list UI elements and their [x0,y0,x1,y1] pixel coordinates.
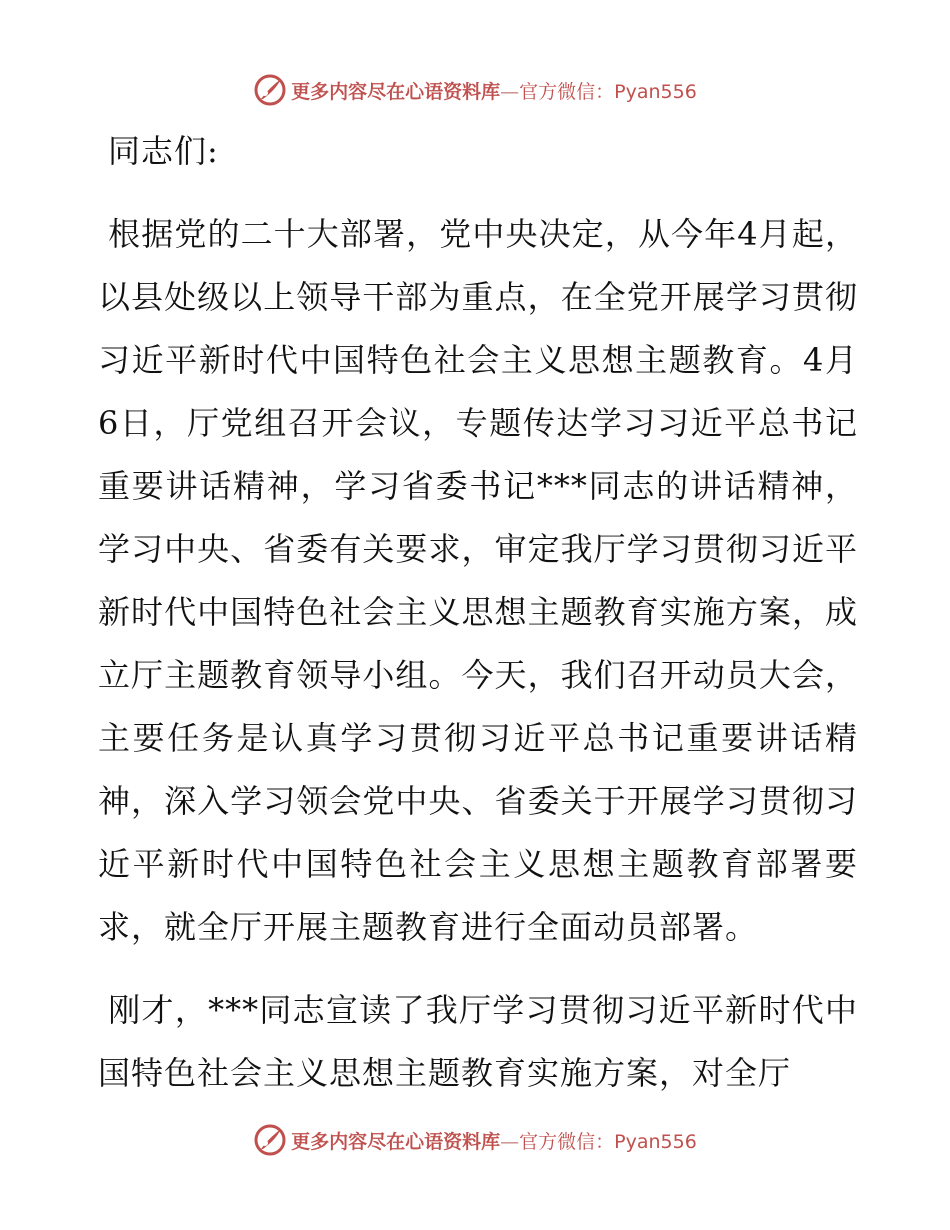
quill-logo-icon [253,73,287,107]
paragraph-text: 刚才，***同志宣读了我厅学习贯彻习近平新时代中国特色社会主义思想主题教育实施方案，对全厅 [98,991,858,1092]
footer-watermark [0,1120,950,1160]
watermark-text [291,77,697,104]
watermark-wechat: 官方微信：Pyan556 [519,80,697,103]
paragraph-text: 根据党的二十大部署，党中央决定，从今年4月起，以县处级以上领导干部为重点，在全党开展学习贯彻习近平新时代中国特色社会主义思想主题教育。4月6日，厅党组召开会议，专题传达学习习近平总书记重要讲话精神，学习省委书记***同志的讲话精神，学习中央、省委有关要求，审定我厅学习贯彻习近平新时代中国特色社会主义思想主题教育实施方案，成立厅主题教育领导小组。今天，我们召开动员大会，主要任务是认真学习贯彻习近平总书记重要讲话精神，深入学习领会党中央、省委关于开展学习贯彻习近平新时代中国特色社会主义思想主题教育部署要求，就全厅开展主题教育进行全面动员部署。 [98,215,858,946]
salutation [98,120,858,183]
watermark-site: 更多内容尽在心语资料库 [291,1130,501,1153]
paragraph [98,203,858,959]
watermark-wechat: 官方微信：Pyan556 [519,1130,697,1153]
paragraph-text: 同志们: [108,132,219,170]
document-body [98,120,858,1105]
watermark-site: 更多内容尽在心语资料库 [291,80,501,103]
watermark-separator: — [500,80,520,103]
watermark-text [291,1127,697,1154]
paragraph [98,979,858,1105]
watermark-separator: — [500,1130,520,1153]
quill-logo-icon [253,1123,287,1157]
header-watermark [0,70,950,110]
